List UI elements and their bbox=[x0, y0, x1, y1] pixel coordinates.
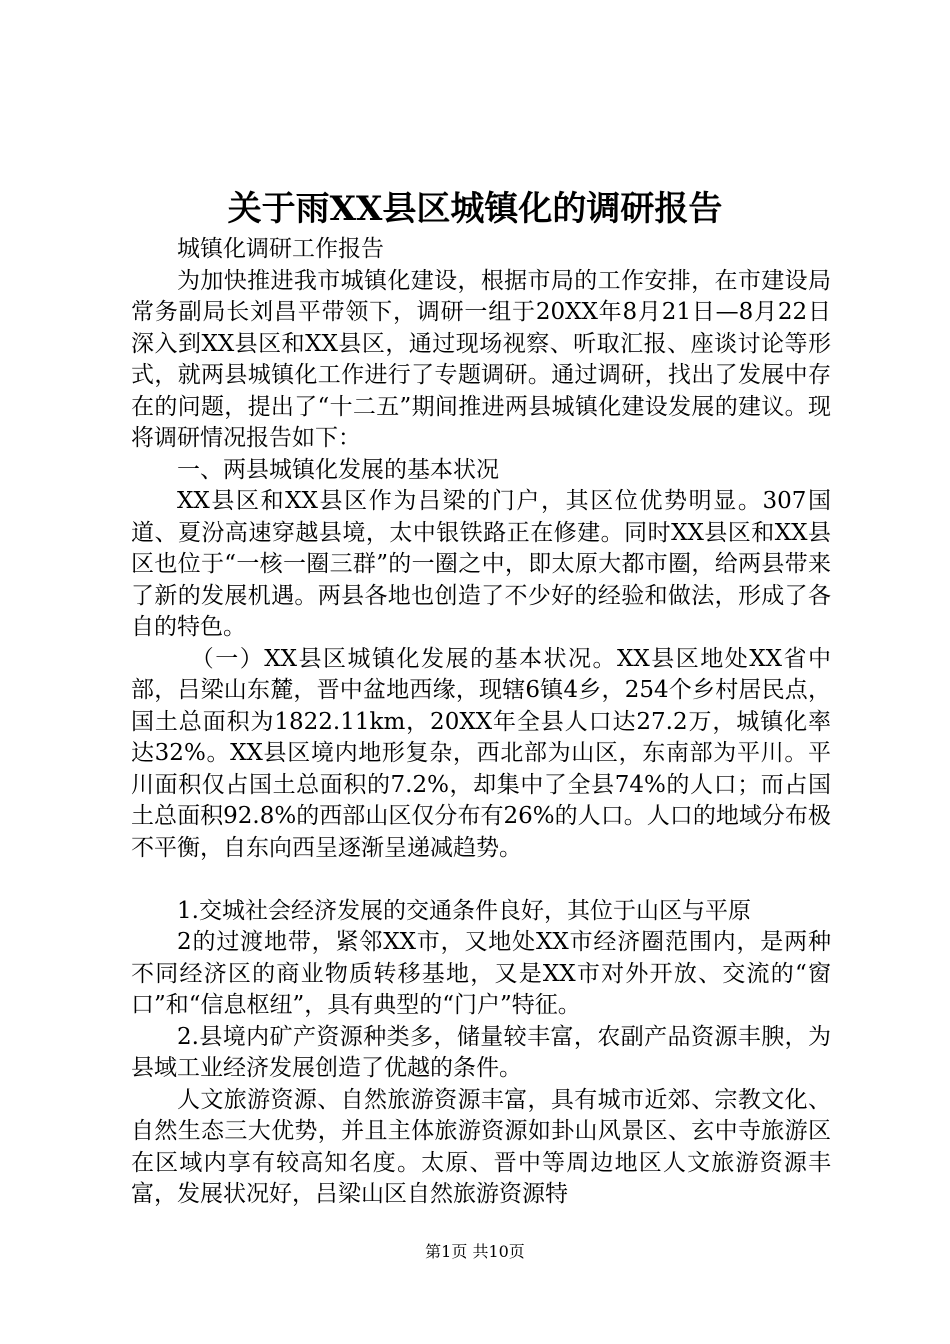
paragraph-point-1-cont: 2的过渡地带，紧邻XX市，又地处XX市经济圈范围内，是两种不同经济区的商业物质转移基地，又是XX市对外开放、交流的“窗口”和“信息枢纽”，具有典型的“门户”特征。 bbox=[131, 929, 831, 1018]
paragraph-tourism: 人文旅游资源、自然旅游资源丰富，具有城市近郊、宗教文化、自然生态三大优势，并且主体旅游资源如卦山风景区、玄中寺旅游区在区域内享有较高知名度。太原、晋中等周边地区人文旅游资源丰富，发展状况好，吕梁山区自然旅游资源特 bbox=[131, 1086, 831, 1207]
paragraph-location: XX县区和XX县区作为吕梁的门户，其区位优势明显。307国道、夏汾高速穿越县境，太中银铁路正在修建。同时XX县区和XX县区也位于“一核一圈三群”的一圈之中，即太原大都市圈，给两县带来了新的发展机遇。两县各地也创造了不少好的经验和做法，形成了各自的特色。 bbox=[131, 488, 831, 640]
paragraph-county-status: （一）XX县区城镇化发展的基本状况。XX县区地处XX省中部，吕梁山东麓，晋中盆地西缘，现辖6镇4乡，254个乡村居民点，国土总面积为1822.11km，20XX年全县人口达27.2万，城镇化率达32%。XX县区境内地形复杂，西北部为山区，东南部为平川。平川面积仅占国土总面积的7.2%，却集中了全县74%的人口；而占国土总面积92.8%的西部山区仅分布有26%的人口。人口的地域分布极不平衡，自东向西呈逐渐呈递减趋势。 bbox=[131, 645, 831, 861]
paragraph-point-1: 1.交城社会经济发展的交通条件良好，其位于山区与平原 bbox=[177, 897, 751, 924]
paragraph-subtitle: 城镇化调研工作报告 bbox=[177, 236, 384, 262]
document-title: 关于雨XX县区城镇化的调研报告 bbox=[227, 189, 723, 229]
paragraph-section-heading: 一、两县城镇化发展的基本状况 bbox=[177, 456, 499, 483]
document-body bbox=[131, 234, 831, 1211]
page-footer: 第1页 共10页 bbox=[425, 1242, 525, 1261]
paragraph-intro: 为加快推进我市城镇化建设，根据市局的工作安排，在市建设局常务副局长刘昌平带领下，调研一组于20XX年8月21日—8月22日深入到XX县区和XX县区，通过现场视察、听取汇报、座谈讨论等形式，就两县城镇化工作进行了专题调研。通过调研，找出了发展中存在的问题，提出了“十二五”期间推进两县城镇化建设发展的建议。现将调研情况报告如下： bbox=[131, 267, 831, 451]
paragraph-point-2: 2.县境内矿产资源种类多，储量较丰富，农副产品资源丰腴，为县域工业经济发展创造了优越的条件。 bbox=[131, 1023, 831, 1081]
